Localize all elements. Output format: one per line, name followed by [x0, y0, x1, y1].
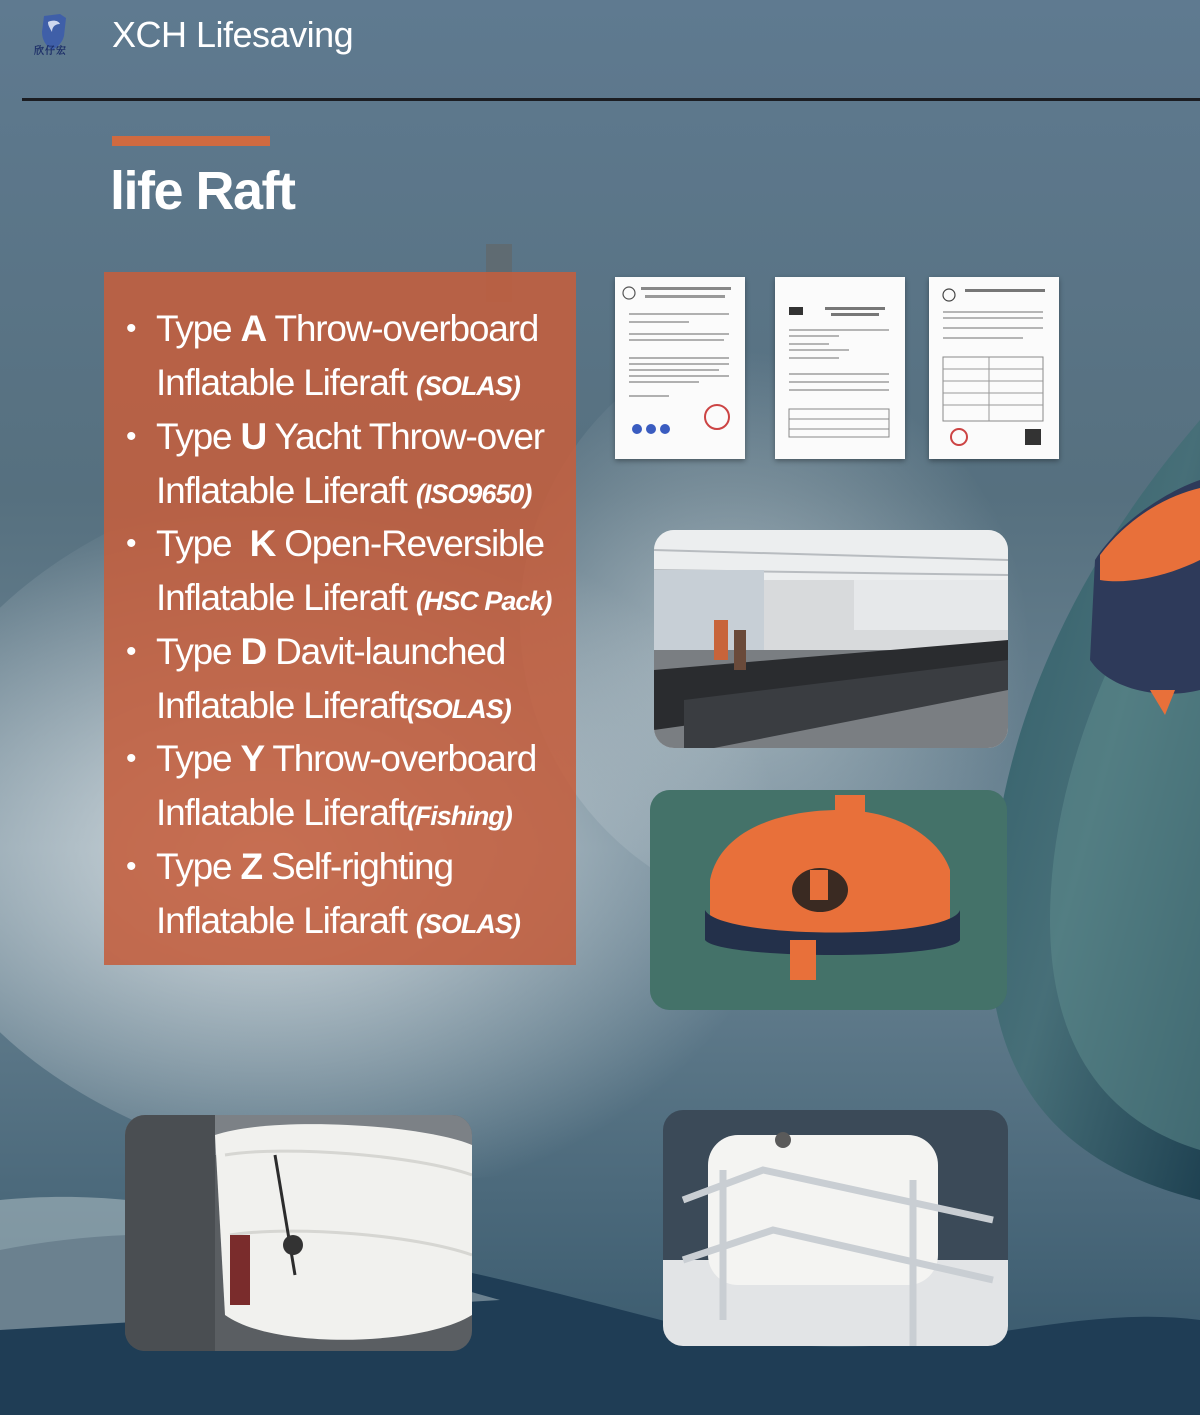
list-item	[126, 625, 566, 733]
list-item	[126, 410, 566, 518]
type-standard: (SOLAS)	[415, 371, 520, 401]
type-prefix: Type	[156, 415, 241, 457]
list-item	[126, 732, 566, 840]
title-accent-bar	[112, 136, 270, 146]
type-letter: Y	[240, 738, 264, 779]
type-name: Davit-launched	[266, 630, 506, 672]
type-letter: Z	[240, 845, 262, 887]
liferaft-canister-photo	[125, 1115, 472, 1351]
brand-name: XCH Lifesaving	[112, 14, 354, 55]
type-standard: (ISO9650)	[415, 478, 532, 509]
type-prefix: Type	[156, 738, 241, 779]
type-letter: D	[240, 630, 267, 672]
factory-workshop-photo	[654, 530, 1008, 748]
liferaft-on-water-photo	[650, 790, 1007, 1010]
type-prefix: Type	[156, 845, 241, 887]
type-standard: (HSC Pack)	[415, 586, 552, 616]
header-divider	[22, 98, 1200, 101]
certificate-image-1	[615, 277, 745, 459]
type-description: Inflatable Liferaft	[156, 684, 407, 726]
type-description: Inflatable Lifaraft	[156, 899, 416, 941]
list-item	[126, 517, 566, 625]
type-standard: (SOLAS)	[406, 693, 511, 724]
type-prefix: Type	[156, 523, 250, 564]
bullet-icon: •	[126, 742, 137, 775]
type-description: Inflatable Liferaft	[156, 792, 407, 833]
bullet-icon: •	[126, 312, 137, 345]
type-description: Inflatable Liferaft	[156, 469, 416, 511]
type-name: Yacht Throw-over	[266, 415, 544, 457]
type-name: Open-Reversible	[275, 523, 544, 564]
type-prefix: Type	[156, 630, 241, 672]
type-description: Inflatable Liferaft	[156, 362, 416, 403]
type-letter: A	[240, 308, 267, 349]
yacht-liferaft-cradle-photo	[663, 1110, 1008, 1346]
type-name: Throw-overboard	[263, 738, 537, 779]
bullet-icon: •	[126, 419, 137, 453]
page-title: life Raft	[110, 161, 295, 221]
type-letter: U	[240, 415, 267, 457]
type-prefix: Type	[156, 308, 241, 349]
type-name: Self-righting	[261, 845, 453, 887]
bullet-icon: •	[126, 634, 137, 668]
type-standard: (SOLAS)	[415, 908, 520, 939]
raft-types-panel	[104, 272, 576, 965]
type-description: Inflatable Liferaft	[156, 577, 416, 618]
type-name: Throw-overboard	[266, 308, 539, 349]
type-letter: K	[249, 523, 276, 564]
list-item	[126, 840, 566, 948]
type-standard: (Fishing)	[406, 801, 512, 831]
certificate-image-2	[775, 277, 905, 459]
bullet-icon: •	[126, 849, 137, 883]
list-item	[126, 302, 566, 410]
raft-types-list	[126, 302, 566, 947]
bullet-icon: •	[126, 527, 137, 560]
certificate-image-3	[929, 277, 1059, 459]
logo-wordmark: 欣仔宏	[34, 46, 67, 57]
